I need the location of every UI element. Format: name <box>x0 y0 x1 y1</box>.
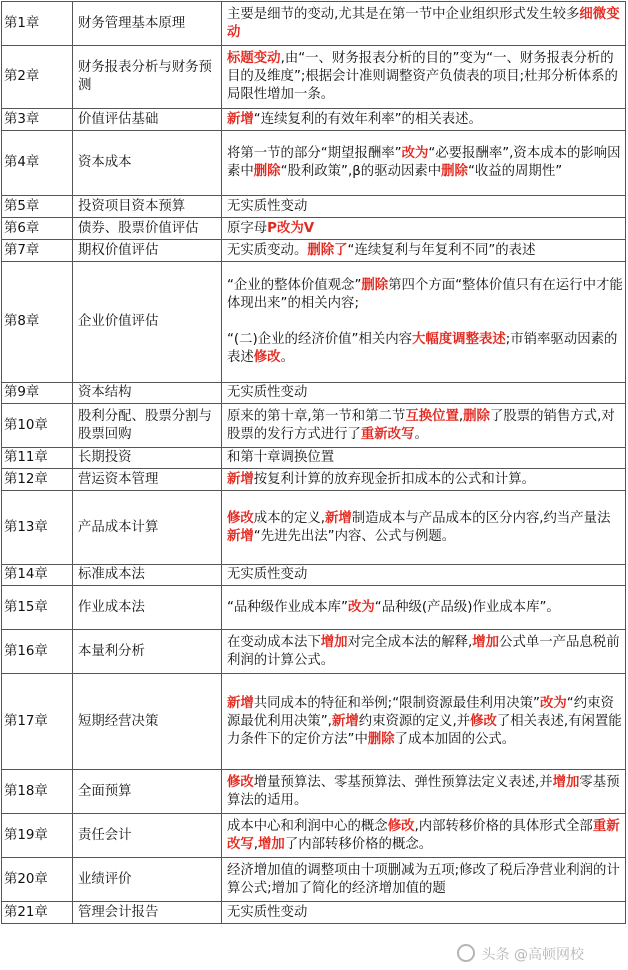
description-text: 无实质性变动 <box>227 567 308 582</box>
table-row <box>2 131 626 196</box>
chapter-title-cell: 作业成本法 <box>73 586 222 630</box>
table-row <box>2 218 626 240</box>
description-text: “收益的周期性” <box>467 164 563 179</box>
chapter-cell: 第18章 <box>2 770 73 814</box>
highlighted-change-text: 修改 <box>387 818 415 834</box>
description-text: 。 <box>280 350 294 365</box>
chapter-cell: 第5章 <box>2 196 73 218</box>
description-text: 对完全成本法的解释, <box>347 634 473 650</box>
chapter-cell: 第12章 <box>2 469 73 491</box>
change-description-cell <box>222 240 626 262</box>
table-row <box>2 814 626 858</box>
change-description-cell <box>222 469 626 491</box>
chapter-cell: 第7章 <box>2 240 73 262</box>
description-text: “先进先出法”内容、公式与例题。 <box>253 528 456 544</box>
description-text: “品种级作业成本库” <box>227 599 348 615</box>
description-text: 将第一节的部分“期望报酬率” <box>227 146 402 161</box>
table-row <box>2 196 626 218</box>
chapter-title-cell: 企业价值评估 <box>73 262 222 383</box>
description-text: 按复利计算的放弃现金折扣成本的公式和计算。 <box>253 471 535 487</box>
highlighted-change-text: 改为 <box>348 599 375 615</box>
description-text: 无实质性变动 <box>227 198 308 214</box>
chapter-cell: 第3章 <box>2 109 73 131</box>
highlighted-change-text: 修改 <box>227 774 254 790</box>
chapter-cell: 第9章 <box>2 383 73 404</box>
highlighted-change-text: 修改 <box>227 510 254 526</box>
chapter-cell: 第10章 <box>2 404 73 448</box>
table-row <box>2 448 626 469</box>
change-description-cell <box>222 2 626 46</box>
change-description-cell <box>222 630 626 674</box>
watermark-text: 头条 @高顿网校 <box>481 947 584 963</box>
table-row <box>2 565 626 586</box>
description-text: , <box>253 836 259 852</box>
table-row <box>2 770 626 814</box>
highlighted-change-text: 细微变动 <box>227 6 620 40</box>
description-text: 制造成本与产品成本的区分内容,约当产量法 <box>351 510 611 526</box>
change-description-cell <box>222 858 626 902</box>
description-text: 在变动成本法下 <box>227 634 321 650</box>
chapter-title-cell: 财务管理基本原理 <box>73 2 222 46</box>
chapter-title-cell: 资本成本 <box>73 131 222 196</box>
change-description-cell <box>222 218 626 240</box>
highlighted-change-text: 新增 <box>227 528 254 544</box>
highlighted-change-text: 删除了 <box>307 242 348 258</box>
description-text: 第四个方面“整体价值只有在运行中才能体现出来”的相关内容; <box>227 278 623 311</box>
table-row <box>2 109 626 131</box>
table-row <box>2 262 626 383</box>
description-text: “约束资源最优利用决策”, <box>227 695 614 729</box>
table-row <box>2 630 626 674</box>
highlighted-change-text: 删除 <box>361 278 389 293</box>
changes-table-body <box>2 2 626 924</box>
description-text: “必要报酬率”,资本成本的影响因素中 <box>227 146 621 179</box>
chapter-title-cell: 业绩评价 <box>73 858 222 902</box>
chapter-cell: 第16章 <box>2 630 73 674</box>
change-description-cell <box>222 586 626 630</box>
highlighted-change-text: 删除 <box>463 408 490 424</box>
chapter-cell: 第6章 <box>2 218 73 240</box>
highlighted-change-text: 新增 <box>331 713 359 729</box>
chapter-title-cell: 全面预算 <box>73 770 222 814</box>
description-text: 增量预算法、零基预算法、弹性预算法定义表述,并 <box>253 774 553 790</box>
watermark-logo-icon <box>457 944 475 962</box>
change-description-cell <box>222 262 626 383</box>
table-row <box>2 674 626 770</box>
chapter-title-cell: 短期经营决策 <box>73 674 222 770</box>
chapter-cell: 第11章 <box>2 448 73 469</box>
description-text: 共同成本的特征和举例;“限制资源最佳利用决策” <box>253 695 540 711</box>
chapter-title-cell: 股利分配、股票分割与股票回购 <box>73 404 222 448</box>
description-text: 约束资源的定义,并 <box>358 713 471 729</box>
highlighted-change-text: 增加 <box>472 634 500 650</box>
change-description-cell <box>222 814 626 858</box>
description-text: “(二)企业的经济价值”相关内容 <box>227 332 413 347</box>
chapter-cell: 第21章 <box>2 902 73 924</box>
change-description-cell <box>222 902 626 924</box>
chapter-title-cell: 标准成本法 <box>73 565 222 586</box>
highlighted-change-text: 增加 <box>258 836 285 852</box>
chapter-cell: 第1章 <box>2 2 73 46</box>
watermark <box>457 944 584 964</box>
table-row <box>2 240 626 262</box>
description-text: “品种级(产品级)作业成本库”。 <box>374 599 560 615</box>
change-description-cell <box>222 404 626 448</box>
description-text: 了成本加固的公式。 <box>394 731 516 747</box>
table-row <box>2 46 626 109</box>
highlighted-change-text: 改为 <box>539 695 567 711</box>
highlighted-change-text: 重新改写 <box>227 818 620 852</box>
description-text: “企业的整体价值观念” <box>227 278 362 293</box>
description-text: 了相关表述,有闲置能力条件下的定价方法”中 <box>227 713 622 747</box>
chapter-title-cell: 责任会计 <box>73 814 222 858</box>
table-row <box>2 404 626 448</box>
description-text: 了股票的销售方式,对股票的发行方式进行了 <box>227 408 615 442</box>
highlighted-change-text: P改为V <box>267 220 315 236</box>
description-text: “股利政策”,β的驱动因素中 <box>280 164 442 179</box>
description-text: “连续复利的有效年利率”的相关表述。 <box>253 111 482 127</box>
highlighted-change-text: 增加 <box>552 774 580 790</box>
table-row <box>2 902 626 924</box>
description-text: 经济增加值的调整项由十项删减为五项;修改了税后净营业利润的计算公式;增加了简化的经济增加值的题 <box>227 862 620 896</box>
chapter-cell: 第19章 <box>2 814 73 858</box>
chapter-cell: 第13章 <box>2 491 73 565</box>
change-description-cell <box>222 131 626 196</box>
change-description-cell <box>222 491 626 565</box>
highlighted-change-text: 修改 <box>253 350 281 365</box>
description-text: 原来的第十章,第一节和第二节 <box>227 408 406 424</box>
change-description-cell <box>222 674 626 770</box>
chapter-cell: 第20章 <box>2 858 73 902</box>
chapter-cell: 第8章 <box>2 262 73 383</box>
highlighted-change-text: 新增 <box>227 471 254 487</box>
change-description-cell <box>222 109 626 131</box>
highlighted-change-text: 大幅度调整表述 <box>412 332 506 347</box>
table-row <box>2 2 626 46</box>
chapter-title-cell: 本量利分析 <box>73 630 222 674</box>
chapter-cell: 第15章 <box>2 586 73 630</box>
chapter-title-cell: 管理会计报告 <box>73 902 222 924</box>
chapter-title-cell: 营运资本管理 <box>73 469 222 491</box>
chapter-title-cell: 投资项目资本预算 <box>73 196 222 218</box>
table-row <box>2 383 626 404</box>
highlighted-change-text: 新增 <box>227 111 254 127</box>
table-row <box>2 858 626 902</box>
change-description-cell <box>222 770 626 814</box>
highlighted-change-text: 删除 <box>441 164 468 179</box>
chapter-title-cell: 资本结构 <box>73 383 222 404</box>
chapter-title-cell: 财务报表分析与财务预测 <box>73 46 222 109</box>
chapter-title-cell: 长期投资 <box>73 448 222 469</box>
description-text: 零基预算法的适用。 <box>227 774 620 808</box>
description-text: ,由“一、财务报表分析的目的”变为“一、财务报表分析的目的及维度”;根据会计准则调整资产负债表的项目;杜邦分析体系的局限性增加一条。 <box>227 51 618 102</box>
chapter-title-cell: 期权价值评估 <box>73 240 222 262</box>
change-description-cell <box>222 196 626 218</box>
highlighted-change-text: 标题变动 <box>227 51 281 66</box>
chapter-cell: 第4章 <box>2 131 73 196</box>
description-text: 无实质性变动 <box>227 904 308 920</box>
highlighted-change-text: 重新改写 <box>360 426 415 442</box>
description-text: ;市销率驱动因素的表述 <box>227 332 618 365</box>
description-text: 原字母 <box>227 220 268 236</box>
description-text: 成本的定义, <box>253 510 325 526</box>
highlighted-change-text: 新增 <box>325 510 352 526</box>
description-text: 了内部转移价格的概念。 <box>284 836 433 852</box>
change-description-cell <box>222 565 626 586</box>
description-text: ,内部转移价格的具体形式全部 <box>414 818 593 834</box>
description-text: 公式单一产品息税前利润的计算公式。 <box>227 634 620 668</box>
highlighted-change-text: 删除 <box>253 164 281 179</box>
highlighted-change-text: 改为 <box>401 146 429 161</box>
chapter-title-cell: 价值评估基础 <box>73 109 222 131</box>
chapter-cell: 第2章 <box>2 46 73 109</box>
chapter-title-cell: 债券、股票价值评估 <box>73 218 222 240</box>
chapter-cell: 第14章 <box>2 565 73 586</box>
description-text: 主要是细节的变动,尤其是在第一节中企业组织形式发生较多 <box>227 6 580 22</box>
description-text: 和第十章调换位置 <box>227 450 335 465</box>
change-description-cell <box>222 448 626 469</box>
description-text: 无实质性变动 <box>227 385 308 400</box>
description-text: 成本中心和利润中心的概念 <box>227 818 388 834</box>
description-text: “连续复利与年复利不同”的表述 <box>347 242 536 258</box>
table-row <box>2 469 626 491</box>
highlighted-change-text: 新增 <box>227 695 254 711</box>
changes-table <box>1 1 626 924</box>
highlighted-change-text: 互换位置 <box>405 408 459 424</box>
description-text: 。 <box>414 426 428 442</box>
description-text: , <box>458 408 464 424</box>
highlighted-change-text: 删除 <box>367 731 395 747</box>
chapter-cell: 第17章 <box>2 674 73 770</box>
change-description-cell <box>222 383 626 404</box>
table-row <box>2 586 626 630</box>
highlighted-change-text: 修改 <box>470 713 497 729</box>
highlighted-change-text: 增加 <box>320 634 348 650</box>
table-row <box>2 491 626 565</box>
change-description-cell <box>222 46 626 109</box>
description-text: 无实质变动。 <box>227 242 308 258</box>
chapter-title-cell: 产品成本计算 <box>73 491 222 565</box>
